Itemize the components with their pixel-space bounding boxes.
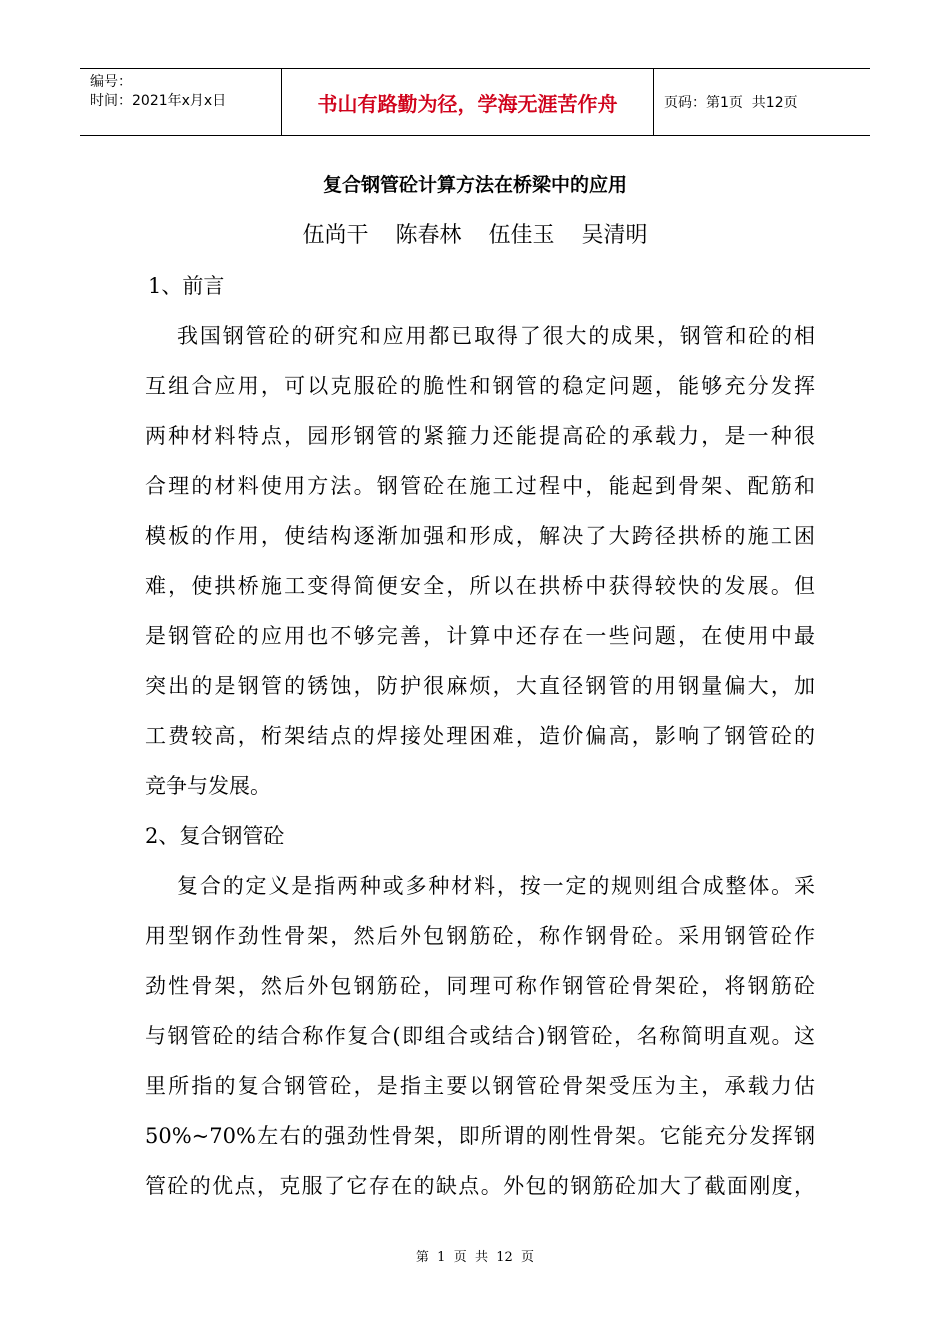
paragraph-line: 里所指的复合钢管砼，是指主要以钢管砼骨架受压为主，承载力估 bbox=[145, 1074, 815, 1098]
paragraph-line: 劲性骨架，然后外包钢筋砼，同理可称作钢管砼骨架砼，将钢筋砼 bbox=[145, 974, 815, 998]
paragraph-line: 管砼的优点，克服了它存在的缺点。外包的钢筋砼加大了截面刚度， bbox=[145, 1174, 815, 1198]
section-heading-intro: 1、前言 bbox=[148, 274, 225, 298]
paragraph-line: 我国钢管砼的研究和应用都已取得了很大的成果，钢管和砼的相 bbox=[177, 324, 815, 348]
author-name: 陈春林 bbox=[395, 223, 462, 248]
paragraph-line: 50%~70%左右的强劲性骨架，即所谓的刚性骨架。它能充分发挥钢 bbox=[145, 1124, 815, 1148]
paragraph-line: 与钢管砼的结合称作复合(即组合或结合)钢管砼，名称简明直观。这 bbox=[145, 1024, 815, 1048]
page-footer: 第 1 页 共 12 页 bbox=[415, 1250, 535, 1265]
author-name: 伍佳玉 bbox=[488, 223, 555, 248]
paragraph-line: 用型钢作劲性骨架，然后外包钢筋砼，称作钢骨砼。采用钢管砼作 bbox=[145, 924, 815, 948]
header-meta-cell bbox=[80, 69, 282, 135]
time-label: 时间：2021年x月x日 bbox=[90, 93, 227, 109]
author-name: 吴清明 bbox=[581, 223, 648, 248]
paragraph-line: 模板的作用，使结构逐渐加强和形成，解决了大跨径拱桥的施工困 bbox=[145, 524, 815, 548]
paragraph-line: 工费较高，桁架结点的焊接处理困难，造价偏高，影响了钢管砼的 bbox=[145, 724, 815, 748]
paragraph-line: 互组合应用，可以克服砼的脆性和钢管的稳定问题，能够充分发挥 bbox=[145, 374, 815, 398]
header-page-info: 页码：第1页 共12页 bbox=[664, 95, 798, 111]
author-name: 伍尚干 bbox=[302, 223, 369, 248]
header-motto: 书山有路勤为径，学海无涯苦作舟 bbox=[282, 69, 654, 135]
section-heading-composite: 2、复合钢管砼 bbox=[145, 824, 285, 848]
paragraph-line: 两种材料特点，园形钢管的紧箍力还能提高砼的承载力，是一种很 bbox=[145, 424, 815, 448]
paragraph-line: 是钢管砼的应用也不够完善，计算中还存在一些问题，在使用中最 bbox=[145, 624, 815, 648]
paragraph-line: 难，使拱桥施工变得简便安全，所以在拱桥中获得较快的发展。但 bbox=[145, 574, 815, 598]
author-list bbox=[0, 218, 950, 249]
document-title: 复合钢管砼计算方法在桥梁中的应用 bbox=[322, 174, 627, 196]
paragraph-line: 合理的材料使用方法。钢管砼在施工过程中，能起到骨架、配筋和 bbox=[145, 474, 815, 498]
paragraph-line: 突出的是钢管的锈蚀，防护很麻烦，大直径钢管的用钢量偏大，加 bbox=[145, 674, 815, 698]
paragraph-line: 竞争与发展。 bbox=[145, 774, 271, 798]
document-header bbox=[80, 68, 870, 136]
serial-label: 编号： bbox=[90, 74, 132, 90]
paragraph-line: 复合的定义是指两种或多种材料，按一定的规则组合成整体。采 bbox=[177, 874, 815, 898]
